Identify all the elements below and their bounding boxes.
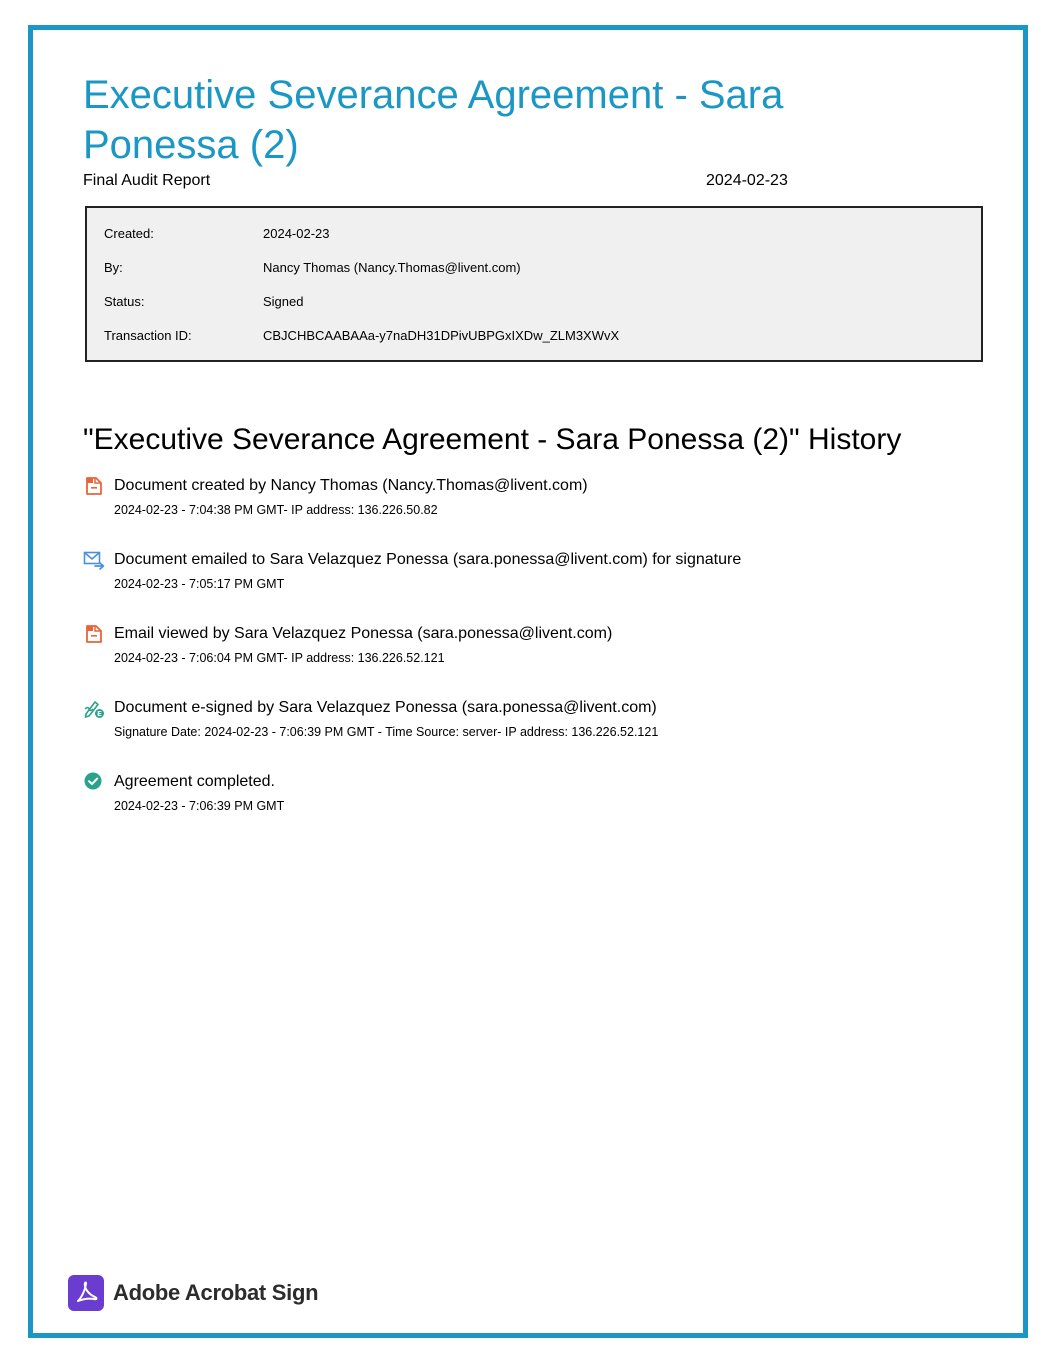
event-meta: 2024-02-23 - 7:05:17 PM GMT bbox=[114, 577, 285, 591]
by-label: By: bbox=[104, 260, 123, 275]
summary-box bbox=[85, 206, 983, 362]
document-title: Executive Severance Agreement - Sara Ponessa (2) bbox=[83, 73, 784, 167]
svg-text:E: E bbox=[97, 710, 102, 719]
report-type-label: Final Audit Report bbox=[83, 172, 211, 189]
report-date: 2024-02-23 bbox=[706, 172, 788, 189]
event-meta: 2024-02-23 - 7:04:38 PM GMT- IP address: 136.226.50.82 bbox=[114, 503, 438, 517]
email-sent-icon bbox=[83, 549, 105, 571]
checkmark-circle-icon bbox=[83, 771, 105, 793]
document-viewed-icon bbox=[83, 623, 105, 645]
summary-row-created bbox=[104, 224, 964, 244]
event-meta: Signature Date: 2024-02-23 - 7:06:39 PM GMT - Time Source: server- IP address: 136.226.52.121 bbox=[114, 725, 659, 739]
by-value: Nancy Thomas (Nancy.Thomas@livent.com) bbox=[263, 260, 521, 275]
document-created-icon bbox=[83, 475, 105, 497]
history-event-emailed bbox=[83, 549, 983, 599]
transaction-id-value: CBJCHBCAABAAa-y7naDH31DPivUBPGxIXDw_ZLM3XWvX bbox=[263, 328, 620, 343]
event-text: Document emailed to Sara Velazquez Ponessa (sara.ponessa@livent.com) for signature bbox=[114, 551, 742, 568]
event-meta: 2024-02-23 - 7:06:04 PM GMT- IP address: 136.226.52.121 bbox=[114, 651, 445, 665]
history-event-signed bbox=[83, 697, 983, 747]
status-value: Signed bbox=[263, 294, 304, 309]
summary-row-status bbox=[104, 292, 964, 312]
event-text: Agreement completed. bbox=[114, 773, 275, 790]
history-event-viewed bbox=[83, 623, 983, 673]
created-label: Created: bbox=[104, 226, 154, 241]
event-text: Document e-signed by Sara Velazquez Ponessa (sara.ponessa@livent.com) bbox=[114, 699, 657, 716]
created-value: 2024-02-23 bbox=[263, 226, 330, 241]
event-text: Email viewed by Sara Velazquez Ponessa (sara.ponessa@livent.com) bbox=[114, 625, 613, 642]
adobe-acrobat-logo-icon bbox=[68, 1275, 104, 1311]
status-label: Status: bbox=[104, 294, 145, 309]
e-signature-icon bbox=[83, 697, 105, 719]
transaction-id-label: Transaction ID: bbox=[104, 328, 192, 343]
event-meta: 2024-02-23 - 7:06:39 PM GMT bbox=[114, 799, 285, 813]
event-text: Document created by Nancy Thomas (Nancy.Thomas@livent.com) bbox=[114, 477, 588, 494]
history-event-created bbox=[83, 475, 983, 525]
summary-row-transaction bbox=[104, 326, 964, 346]
history-event-completed bbox=[83, 771, 983, 821]
summary-row-by bbox=[104, 258, 964, 278]
brand-name: Adobe Acrobat Sign bbox=[113, 1280, 319, 1305]
history-heading: "Executive Severance Agreement - Sara Ponessa (2)" History bbox=[83, 423, 902, 456]
